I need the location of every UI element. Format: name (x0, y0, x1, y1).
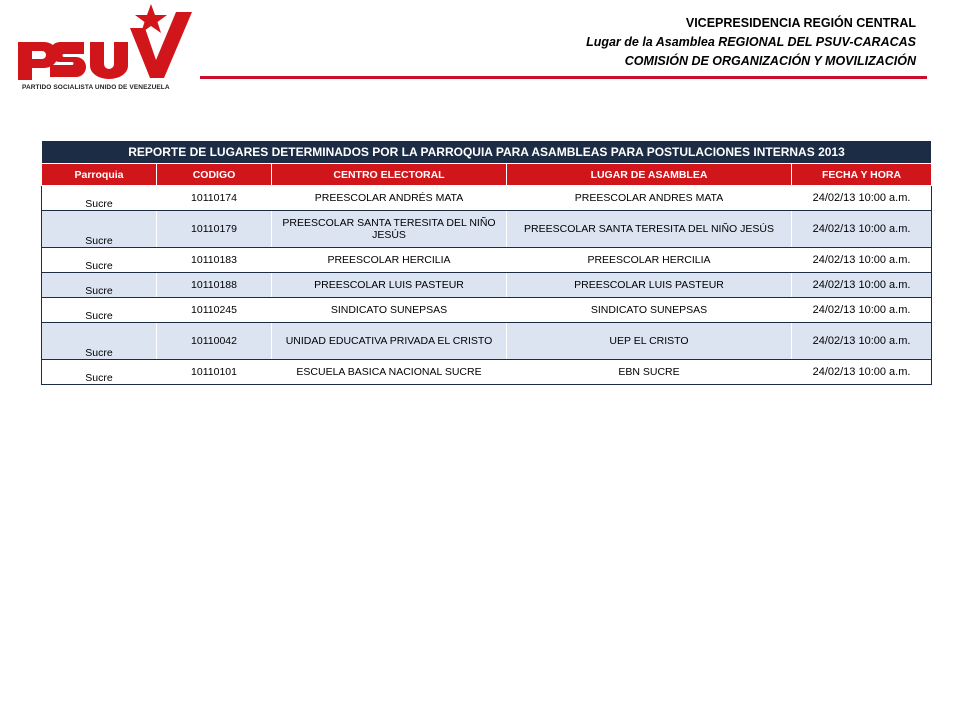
cell-parroquia: Sucre (42, 323, 157, 360)
cell-lugar-de-asamblea: PREESCOLAR SANTA TERESITA DEL NIÑO JESÚS (507, 211, 792, 248)
cell-codigo: 10110042 (157, 323, 272, 360)
cell-fecha-y-hora: 24/02/13 10:00 a.m. (792, 273, 932, 298)
cell-parroquia: Sucre (42, 298, 157, 323)
cell-lugar-de-asamblea: EBN SUCRE (507, 360, 792, 385)
logo-tagline: PARTIDO SOCIALISTA UNIDO DE VENEZUELA (22, 84, 170, 91)
cell-lugar-de-asamblea: PREESCOLAR HERCILIA (507, 248, 792, 273)
cell-fecha-y-hora: 24/02/13 10:00 a.m. (792, 298, 932, 323)
cell-centro-electoral: ESCUELA BASICA NACIONAL SUCRE (272, 360, 507, 385)
cell-fecha-y-hora: 24/02/13 10:00 a.m. (792, 323, 932, 360)
cell-codigo: 10110245 (157, 298, 272, 323)
cell-fecha-y-hora: 24/02/13 10:00 a.m. (792, 360, 932, 385)
cell-fecha-y-hora: 24/02/13 10:00 a.m. (792, 248, 932, 273)
cell-parroquia: Sucre (42, 360, 157, 385)
cell-parroquia: Sucre (42, 248, 157, 273)
column-header-centro-electoral: CENTRO ELECTORAL (272, 164, 507, 186)
cell-lugar-de-asamblea: PREESCOLAR LUIS PASTEUR (507, 273, 792, 298)
table-row (42, 298, 932, 323)
cell-codigo: 10110174 (157, 186, 272, 211)
header-line-1: VICEPRESIDENCIA REGIÓN CENTRAL (685, 16, 916, 30)
column-header-parroquia: Parroquia (42, 164, 157, 186)
cell-centro-electoral: PREESCOLAR ANDRÉS MATA (272, 186, 507, 211)
header-divider (200, 76, 927, 79)
cell-centro-electoral: PREESCOLAR SANTA TERESITA DEL NIÑO JESÚS (272, 211, 507, 248)
organization-header (586, 14, 916, 71)
cell-parroquia: Sucre (42, 273, 157, 298)
cell-fecha-y-hora: 24/02/13 10:00 a.m. (792, 211, 932, 248)
cell-fecha-y-hora: 24/02/13 10:00 a.m. (792, 186, 932, 211)
column-header-fecha-y-hora: FECHA Y HORA (792, 164, 932, 186)
cell-centro-electoral: UNIDAD EDUCATIVA PRIVADA EL CRISTO (272, 323, 507, 360)
cell-centro-electoral: PREESCOLAR LUIS PASTEUR (272, 273, 507, 298)
psuv-logo-graphic (14, 4, 194, 84)
cell-centro-electoral: PREESCOLAR HERCILIA (272, 248, 507, 273)
header-line-3: COMISIÓN DE ORGANIZACIÓN Y MOVILIZACIÓN (624, 54, 916, 68)
cell-codigo: 10110101 (157, 360, 272, 385)
assembly-report-table (41, 140, 932, 385)
cell-codigo: 10110179 (157, 211, 272, 248)
report-title: REPORTE DE LUGARES DETERMINADOS POR LA PARROQUIA PARA ASAMBLEAS PARA POSTULACIONES INTERNAS 2013 (42, 141, 932, 164)
psuv-logo (14, 4, 194, 96)
cell-lugar-de-asamblea: PREESCOLAR ANDRES MATA (507, 186, 792, 211)
cell-centro-electoral: SINDICATO SUNEPSAS (272, 298, 507, 323)
cell-codigo: 10110183 (157, 248, 272, 273)
cell-lugar-de-asamblea: SINDICATO SUNEPSAS (507, 298, 792, 323)
table-row (42, 248, 932, 273)
column-header-codigo: CODIGO (157, 164, 272, 186)
table-row (42, 186, 932, 211)
table-header-row (42, 164, 932, 186)
table-row (42, 211, 932, 248)
cell-parroquia: Sucre (42, 186, 157, 211)
cell-codigo: 10110188 (157, 273, 272, 298)
table-row (42, 323, 932, 360)
header-line-2: Lugar de la Asamblea REGIONAL DEL PSUV-CARACAS (586, 35, 916, 49)
cell-parroquia: Sucre (42, 211, 157, 248)
table-row (42, 273, 932, 298)
cell-lugar-de-asamblea: UEP EL CRISTO (507, 323, 792, 360)
table-row (42, 360, 932, 385)
column-header-lugar-de-asamblea: LUGAR DE ASAMBLEA (507, 164, 792, 186)
